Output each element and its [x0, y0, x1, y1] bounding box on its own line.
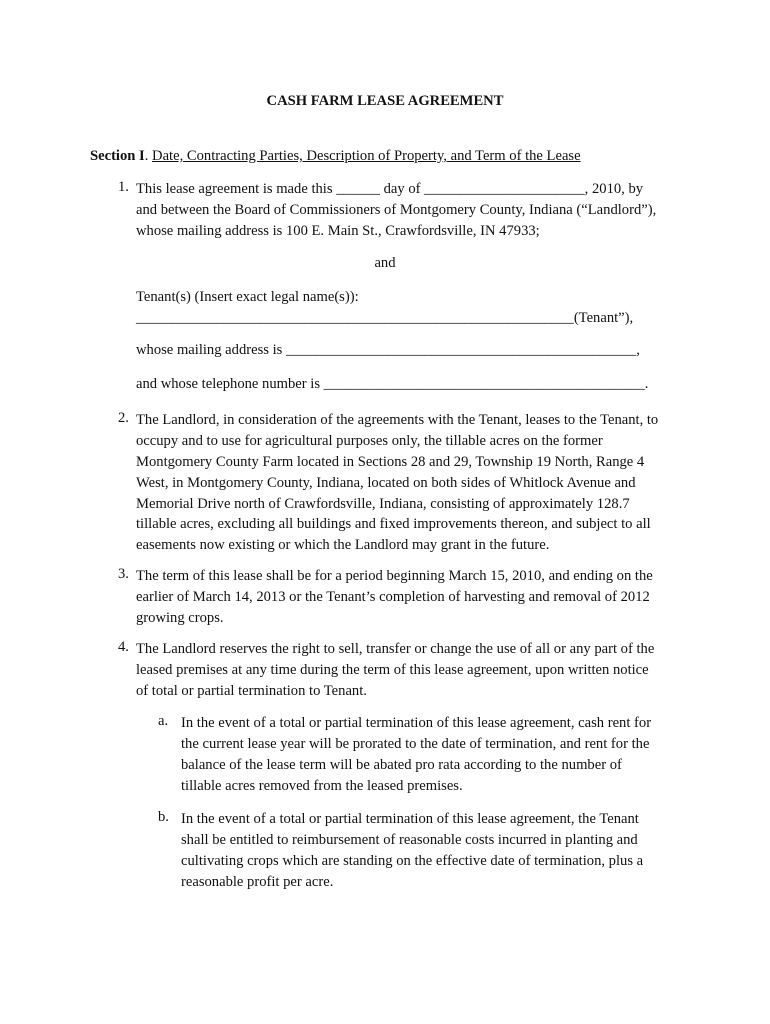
- text-line: of total or partial termination to Tenant.: [136, 682, 367, 699]
- text-line: easements now existing or which the Landlord may grant in the future.: [136, 537, 550, 554]
- text-line: shall be entitled to reimbursement of reasonable costs incurred in planting and: [181, 831, 638, 848]
- text-line: cultivating crops which are standing on the effective date of termination, plus a: [181, 852, 644, 869]
- text-line: The term of this lease shall be for a period beginning March 15, 2010, and ending on the: [136, 568, 653, 584]
- text-line: whose mailing address is 100 E. Main St., Crawfordsville, IN 47933;: [136, 222, 540, 239]
- text-line: earlier of March 14, 2013 or the Tenant’s completion of harvesting and removal of 2012: [136, 588, 650, 605]
- section-heading: [90, 148, 581, 165]
- item-number-1: 1.: [118, 179, 129, 195]
- text-line: The Landlord, in consideration of the agreements with the Tenant, leases to the Tenant, to: [136, 412, 659, 428]
- section-separator: .: [144, 148, 153, 164]
- text-line: balance of the lease term will be abated pro rata according to the number of: [181, 756, 622, 773]
- text-line: Memorial Drive north of Crawfordsville, Indiana, consisting of approximately 128.7: [136, 495, 630, 512]
- subitem-b-text: [181, 809, 643, 893]
- text-line: and between the Board of Commissioners of Montgomery County, Indiana (“Landlord”),: [136, 201, 657, 218]
- text-line: the current lease year will be prorated to the date of termination, and rent for the: [181, 735, 650, 752]
- item-3-text: [136, 566, 653, 629]
- subitem-letter-b: b.: [158, 809, 169, 825]
- and-text: and: [374, 255, 396, 271]
- subitem-a-text: [181, 713, 651, 797]
- item-2-text: [136, 410, 658, 556]
- subitem-letter-a: a.: [158, 713, 169, 729]
- text-line: West, in Montgomery County, Indiana, located on both sides of Whitlock Avenue and: [136, 474, 636, 491]
- text-line: This lease agreement is made this ______ day of ______________________, 2010, by: [136, 181, 644, 197]
- item-number-3: 3.: [118, 566, 129, 582]
- tenant-name-field[interactable]: ____________________________________________________________(Tenant”),: [136, 310, 634, 326]
- text-line: Montgomery County Farm located in Sections 28 and 29, Township 19 North, Range 4: [136, 453, 645, 470]
- text-line: occupy and to use for agricultural purposes only, the tillable acres on the former: [136, 432, 603, 449]
- text-line: tillable acres, excluding all buildings and fixed improvements thereon, and subject to all: [136, 516, 651, 533]
- item-number-2: 2.: [118, 410, 129, 426]
- text-line: The Landlord reserves the right to sell, transfer or change the use of all or any part of the: [136, 641, 655, 657]
- text-line: In the event of a total or partial termination of this lease agreement, cash rent for: [181, 715, 652, 731]
- section-title: Date, Contracting Parties, Description of Property, and Term of the Lease: [152, 148, 581, 164]
- tenant-mailing-address-field[interactable]: whose mailing address is ________________________________________________,: [136, 342, 640, 358]
- text-line: reasonable profit per acre.: [181, 873, 334, 890]
- text-line: growing crops.: [136, 609, 224, 626]
- item-4-text: [136, 639, 654, 702]
- text-line: leased premises at any time during the term of this lease agreement, upon written notice: [136, 661, 649, 678]
- document-title: CASH FARM LEASE AGREEMENT: [266, 93, 504, 109]
- section-label: Section I: [90, 148, 145, 164]
- text-line: In the event of a total or partial termination of this lease agreement, the Tenant: [181, 811, 639, 827]
- item-1-text: [136, 179, 656, 242]
- text-line: tillable acres removed from the leased premises.: [181, 777, 463, 794]
- tenant-label: Tenant(s) (Insert exact legal name(s)):: [136, 289, 359, 305]
- tenant-telephone-field[interactable]: and whose telephone number is ____________________________________________.: [136, 376, 649, 392]
- item-number-4: 4.: [118, 639, 129, 655]
